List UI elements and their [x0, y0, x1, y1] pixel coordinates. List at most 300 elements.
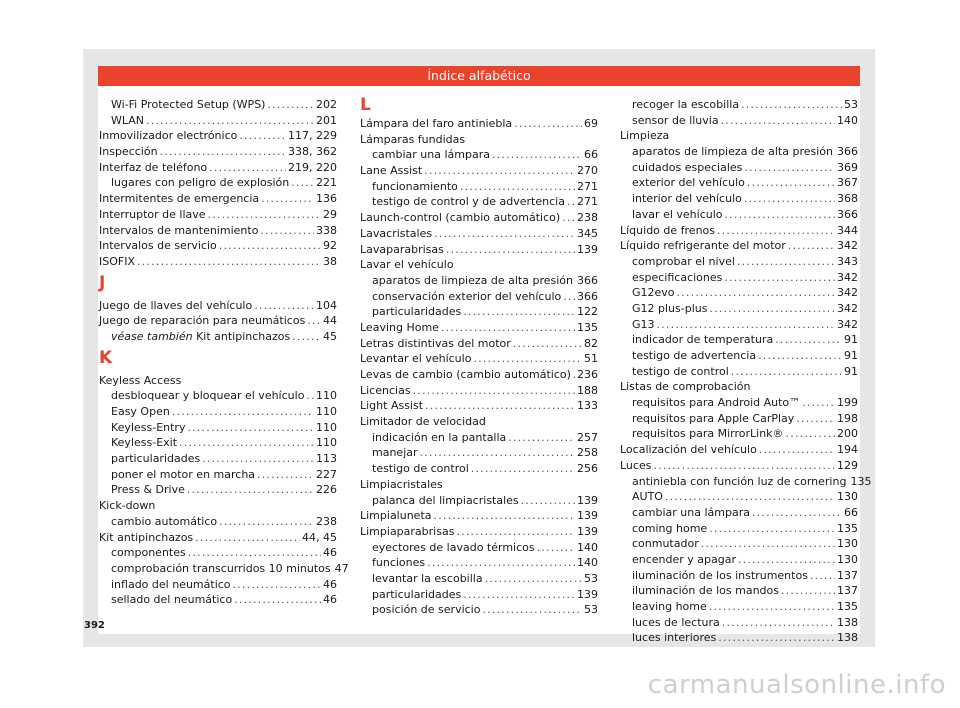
dot-leader	[413, 383, 575, 399]
dot-leader	[446, 242, 575, 258]
entry-term: funciones	[372, 556, 426, 570]
dot-leader	[306, 388, 314, 404]
index-subentry	[620, 191, 858, 207]
entry-term: coming home	[632, 521, 708, 535]
dot-leader	[737, 254, 835, 270]
index-subentry	[99, 113, 337, 129]
entry-term: inflado del neumático	[111, 577, 231, 591]
index-subentry	[620, 144, 858, 160]
page-reference: 135	[837, 521, 858, 535]
dot-leader	[563, 289, 575, 305]
index-subentry	[620, 395, 858, 411]
entry-term: levantar la escobilla	[372, 571, 483, 585]
entry-term: Juego de llaves del vehículo	[99, 298, 253, 312]
entry-term: lugares con peligro de explosión	[111, 176, 290, 190]
page-reference: 137	[837, 568, 858, 582]
page-reference: 198	[837, 411, 858, 425]
index-entry	[99, 160, 337, 176]
entry-term: poner el motor en marcha	[111, 467, 256, 481]
entry-term: comprobar el nivel	[632, 254, 735, 268]
index-subentry	[360, 194, 598, 210]
page-reference: 45	[323, 329, 337, 343]
dot-leader	[721, 113, 835, 129]
page-reference: 345	[577, 226, 598, 240]
index-entry	[99, 530, 337, 546]
index-subentry	[620, 583, 858, 599]
dot-leader	[775, 332, 842, 348]
page-reference: 91	[844, 349, 858, 362]
dot-leader	[788, 238, 835, 254]
dot-leader	[233, 577, 321, 593]
index-entry	[360, 320, 598, 336]
index-subentry	[620, 505, 858, 521]
entry-term: Inspección	[99, 145, 158, 159]
dot-leader	[514, 116, 582, 132]
page-reference: 29	[323, 207, 337, 221]
index-subentry	[360, 461, 598, 477]
entry-term: sellado del neumático	[111, 593, 233, 607]
entry-term: Limpiaparabrisas	[360, 524, 455, 538]
index-subentry	[620, 599, 858, 615]
index-subentry	[620, 332, 858, 348]
dot-leader	[267, 97, 314, 113]
entry-term: Keyless-Exit	[111, 436, 178, 450]
dot-leader	[709, 301, 835, 317]
page-reference: 110	[316, 405, 337, 418]
page-reference: 256	[577, 462, 598, 476]
index-subentry	[620, 254, 858, 270]
index-entry	[360, 508, 598, 524]
page-reference: 137	[837, 584, 858, 598]
entry-term: Lavaparabrisas	[360, 242, 444, 256]
page-reference: 257	[577, 430, 598, 444]
entry-term	[111, 329, 290, 345]
index-subentry	[620, 301, 858, 317]
entry-term: indicador de temperatura	[632, 333, 774, 347]
page-reference: 44	[323, 314, 337, 328]
dot-leader	[434, 226, 575, 242]
index-entry	[99, 223, 337, 239]
dot-leader	[521, 493, 575, 509]
section-letter: K	[99, 347, 113, 368]
entry-term: G12evo	[632, 286, 675, 300]
entry-term: particularidades	[372, 305, 462, 319]
dot-leader	[802, 395, 835, 411]
entry-term: requisitos para MirrorLink®	[632, 427, 784, 441]
dot-leader	[292, 329, 321, 345]
dot-leader	[567, 194, 575, 210]
see-also-label: véase también	[111, 329, 193, 343]
page-reference: 366	[577, 273, 599, 287]
entry-term: componentes	[111, 546, 186, 560]
page-reference: 110	[316, 389, 337, 403]
page-reference: 136	[316, 192, 337, 206]
dot-leader	[731, 364, 842, 380]
entry-term: requisitos para Android Auto™	[632, 396, 801, 410]
page-reference: 343	[837, 254, 858, 268]
dot-leader	[463, 587, 575, 603]
entry-term: recoger la escobilla	[632, 98, 740, 111]
entry-term: testigo de control	[632, 364, 729, 378]
entry-term: Easy Open	[111, 405, 170, 418]
page-reference: 46	[323, 546, 337, 560]
index-subentry	[99, 451, 337, 467]
page-reference: 130	[837, 537, 858, 551]
page-reference: 130	[837, 552, 858, 566]
entry-term: encender y apagar	[632, 552, 737, 566]
dot-leader	[473, 351, 582, 367]
dot-leader	[463, 304, 575, 320]
index-subentry	[620, 113, 858, 129]
index-subentry	[360, 540, 598, 556]
index-subentry	[99, 514, 337, 530]
dot-leader	[537, 540, 575, 556]
dot-leader	[137, 254, 321, 270]
page-reference: 258	[577, 446, 598, 460]
page-reference: 221	[316, 176, 337, 190]
dot-leader	[291, 175, 314, 191]
entry-term: G12 plus-plus	[632, 301, 708, 315]
index-entry	[360, 242, 598, 258]
index-entry	[99, 298, 337, 314]
index-entry	[620, 238, 858, 254]
entry-term: Levas de cambio (cambio automático)	[360, 368, 571, 381]
index-column-1	[99, 97, 349, 608]
entry-term: AUTO	[632, 490, 663, 504]
index-entry	[360, 351, 598, 367]
index-entry	[360, 226, 598, 242]
entry-term: Juego de reparación para neumáticos	[99, 314, 306, 328]
index-entry	[360, 116, 598, 132]
entry-term: cambiar una lámpara	[372, 148, 490, 162]
dot-leader	[427, 555, 575, 571]
entry-term: antiniebla con función luz de cornering	[632, 474, 847, 488]
dot-leader	[747, 175, 835, 191]
page-reference: 238	[316, 514, 337, 528]
index-subentry	[99, 420, 337, 436]
index-subentry	[620, 552, 858, 568]
dot-leader	[239, 128, 286, 144]
index-subentry	[99, 329, 337, 345]
index-subentry	[360, 304, 598, 320]
index-subentry	[620, 615, 858, 631]
dot-leader	[709, 599, 835, 615]
index-entry	[620, 458, 858, 474]
page-reference: 140	[837, 113, 858, 127]
entry-term: iluminación de los instrumentos	[632, 568, 808, 582]
dot-leader	[482, 602, 582, 618]
page-reference: 51	[584, 352, 598, 366]
index-subentry	[99, 97, 337, 113]
index-entry	[99, 207, 337, 223]
entry-term: Lámpara del faro antiniebla	[360, 117, 513, 130]
entry-term: cambio automático	[111, 514, 218, 528]
dot-leader	[759, 442, 835, 458]
page-reference: 113	[316, 452, 337, 466]
dot-leader	[187, 482, 314, 498]
index-entry	[620, 442, 858, 458]
page-reference: 104	[316, 298, 337, 312]
index-subentry	[620, 489, 858, 505]
dot-leader	[724, 270, 835, 286]
dot-leader	[752, 505, 842, 521]
index-subentry	[99, 482, 337, 498]
dot-leader	[146, 113, 314, 129]
entry-term: palanca del limpiacristales	[372, 493, 519, 507]
index-column-3	[620, 97, 872, 646]
entry-term: testigo de advertencia	[632, 349, 757, 362]
dot-leader	[234, 592, 321, 608]
page-reference: 91	[844, 364, 858, 378]
index-subentry	[360, 147, 598, 163]
dot-leader	[786, 426, 835, 442]
dot-leader	[513, 336, 582, 352]
page-reference: 46	[323, 577, 337, 591]
section-letter: L	[360, 95, 371, 115]
index-subentry	[99, 404, 337, 420]
page-reference: 342	[837, 270, 858, 284]
index-subentry	[620, 630, 858, 646]
entry-term: Kit antipinchazos	[99, 530, 194, 544]
entry-term: manejar	[372, 446, 418, 460]
index-subentry	[620, 411, 858, 427]
page-reference: 138	[837, 631, 858, 645]
entry-term: WLAN	[111, 113, 145, 127]
page-reference: 135	[837, 600, 858, 613]
index-entry	[99, 254, 337, 270]
dot-leader	[471, 461, 575, 477]
index-subentry	[99, 577, 337, 593]
page-reference: 366	[577, 289, 598, 303]
entry-term: Letras distintivas del motor	[360, 336, 511, 350]
page-reference: 338, 362	[288, 145, 337, 159]
index-subentry	[620, 348, 858, 364]
page-reference: 140	[577, 540, 598, 554]
index-entry	[360, 336, 598, 352]
dot-leader	[665, 489, 835, 505]
dot-leader	[741, 97, 842, 113]
index-subentry	[620, 97, 858, 113]
dot-leader	[420, 445, 575, 461]
page-reference: 135	[577, 320, 598, 334]
page-reference: 226	[316, 483, 337, 497]
entry-term: Press & Drive	[111, 483, 185, 497]
entry-term: Keyless-Entry	[111, 420, 186, 434]
entry-term: Intervalos de mantenimiento	[99, 223, 259, 237]
index-heading: Lavar el vehículo	[360, 258, 454, 272]
entry-term: G13	[632, 317, 655, 331]
dot-leader	[460, 179, 575, 195]
entry-term: cambiar una lámpara	[632, 505, 750, 519]
entry-term: eyectores de lavado térmicos	[372, 540, 535, 554]
dot-leader	[179, 435, 314, 451]
index-subentry	[620, 521, 858, 537]
entry-term: Interruptor de llave	[99, 207, 206, 221]
page-reference: 53	[584, 603, 598, 617]
dot-leader	[508, 430, 575, 446]
index-subentry	[620, 568, 858, 584]
index-heading: Limpiacristales	[360, 477, 443, 491]
index-entry	[360, 383, 598, 399]
index-subentry	[360, 430, 598, 446]
dot-leader	[172, 404, 314, 420]
entry-term: Líquido de frenos	[620, 223, 716, 237]
page-reference: 140	[577, 556, 598, 570]
index-entry	[99, 238, 337, 254]
index-subentry	[620, 536, 858, 552]
dot-leader	[717, 223, 835, 239]
index-subentry	[360, 602, 598, 618]
page-reference: 135	[850, 474, 872, 488]
index-subentry	[99, 561, 349, 577]
page-reference: 139	[577, 524, 598, 538]
page-reference: 92	[323, 239, 337, 253]
dot-leader	[562, 210, 575, 226]
page-reference: 338	[316, 223, 337, 237]
page-reference: 271	[577, 195, 598, 209]
entry-term: requisitos para Apple CarPlay	[632, 411, 795, 425]
dot-leader	[653, 458, 835, 474]
index-subentry	[620, 364, 858, 380]
dot-leader	[307, 313, 321, 329]
page-reference: 219, 220	[288, 160, 337, 174]
page-reference: 53	[584, 571, 598, 585]
index-entry	[360, 524, 598, 540]
entry-term: funcionamiento	[372, 179, 458, 193]
dot-leader	[195, 530, 300, 546]
dot-leader	[738, 552, 835, 568]
entry-term: Limpialuneta	[360, 509, 432, 523]
dot-leader	[744, 160, 835, 176]
dot-leader	[677, 285, 835, 301]
index-subentry	[360, 587, 598, 603]
page-reference: 342	[837, 301, 858, 315]
index-subentry	[620, 317, 858, 333]
see-also-target: Kit antipinchazos	[196, 329, 291, 343]
entry-term: Licencias	[360, 383, 411, 397]
entry-term: Interfaz de teléfono	[99, 160, 208, 174]
entry-term: interior del vehículo	[632, 192, 742, 206]
page-reference: 342	[837, 286, 858, 300]
dot-leader	[781, 583, 835, 599]
index-entry	[99, 313, 337, 329]
entry-term: Inmovilizador electrónico	[99, 129, 238, 143]
index-subentry	[99, 592, 337, 608]
entry-term: luces de lectura	[632, 615, 720, 629]
page-reference: 238	[577, 211, 598, 225]
page-reference: 47	[334, 561, 349, 575]
index-subentry	[360, 179, 598, 195]
page-reference: 342	[837, 239, 858, 253]
entry-term: Light Assist	[360, 399, 424, 413]
index-entry	[620, 223, 858, 239]
entry-term: sensor de lluvia	[632, 113, 719, 127]
page-reference: 188	[577, 383, 598, 397]
dot-leader	[160, 144, 286, 160]
index-entry	[99, 191, 337, 207]
entry-term: particularidades	[111, 452, 201, 466]
page-reference: 270	[577, 164, 598, 178]
dot-leader	[744, 191, 835, 207]
index-entry	[360, 210, 598, 226]
index-heading: Lámparas fundidas	[360, 132, 466, 146]
entry-term: especificaciones	[632, 270, 723, 284]
dot-leader	[425, 398, 575, 414]
entry-term: conservación exterior del vehículo	[372, 289, 562, 303]
index-subentry	[620, 426, 858, 442]
entry-term: Intervalos de servicio	[99, 239, 217, 253]
index-heading: Listas de comprobación	[620, 380, 751, 394]
page-reference: 271	[577, 179, 598, 193]
page-reference: 66	[844, 505, 858, 519]
index-subentry	[620, 175, 858, 191]
index-subentry	[360, 273, 598, 289]
page-reference: 46	[323, 593, 337, 607]
index-subentry	[620, 285, 858, 301]
page-reference: 227	[316, 467, 337, 481]
dot-leader	[485, 571, 582, 587]
index-subentry	[360, 289, 598, 305]
page-header: Índice alfabético	[98, 66, 860, 86]
dot-leader	[722, 615, 835, 631]
dot-leader	[441, 320, 575, 336]
entry-term: particularidades	[372, 587, 462, 601]
page-reference: 202	[316, 98, 337, 111]
page-reference: 199	[837, 396, 858, 410]
entry-term: Líquido refrigerante del motor	[620, 239, 786, 253]
index-entry	[99, 128, 337, 144]
page-reference: 122	[577, 305, 598, 319]
dot-leader	[434, 508, 576, 524]
index-subentry	[620, 474, 872, 490]
page-reference: 138	[837, 615, 858, 629]
index-entry	[360, 163, 598, 179]
page-reference: 44, 45	[302, 530, 337, 544]
index-entry	[99, 144, 337, 160]
index-subentry	[620, 207, 858, 223]
index-subentry	[620, 160, 858, 176]
index-subentry	[360, 555, 598, 571]
page-reference: 366	[837, 145, 859, 159]
entry-term: Intermitentes de emergencia	[99, 192, 260, 206]
page-reference: 53	[844, 98, 858, 111]
index-subentry	[360, 445, 598, 461]
entry-term: iluminación de los mandos	[632, 584, 780, 598]
entry-term: Levantar el vehículo	[360, 352, 472, 366]
dot-leader	[209, 160, 286, 176]
page-reference: 139	[577, 242, 598, 256]
page-reference: 139	[577, 493, 598, 507]
entry-term: testigo de control y de advertencia	[372, 195, 565, 209]
page-reference: 201	[316, 113, 337, 127]
entry-term: conmutador	[632, 537, 699, 551]
entry-term: Lavacristales	[360, 226, 433, 240]
index-entry	[360, 367, 598, 383]
dot-leader	[261, 191, 314, 207]
dot-leader	[810, 568, 835, 584]
entry-term: cuidados especiales	[632, 160, 743, 174]
entry-term: testigo de control	[372, 462, 469, 476]
index-subentry	[99, 175, 337, 191]
page-reference: 110	[316, 420, 337, 434]
page-reference: 130	[837, 490, 858, 504]
dot-leader	[208, 207, 321, 223]
entry-term: desbloquear y bloquear el vehículo	[111, 389, 305, 403]
index-column-2	[360, 97, 598, 618]
entry-term: Localización del vehículo	[620, 443, 757, 457]
page-reference: 91	[844, 333, 858, 347]
index-heading: Limitador de velocidad	[360, 415, 486, 429]
